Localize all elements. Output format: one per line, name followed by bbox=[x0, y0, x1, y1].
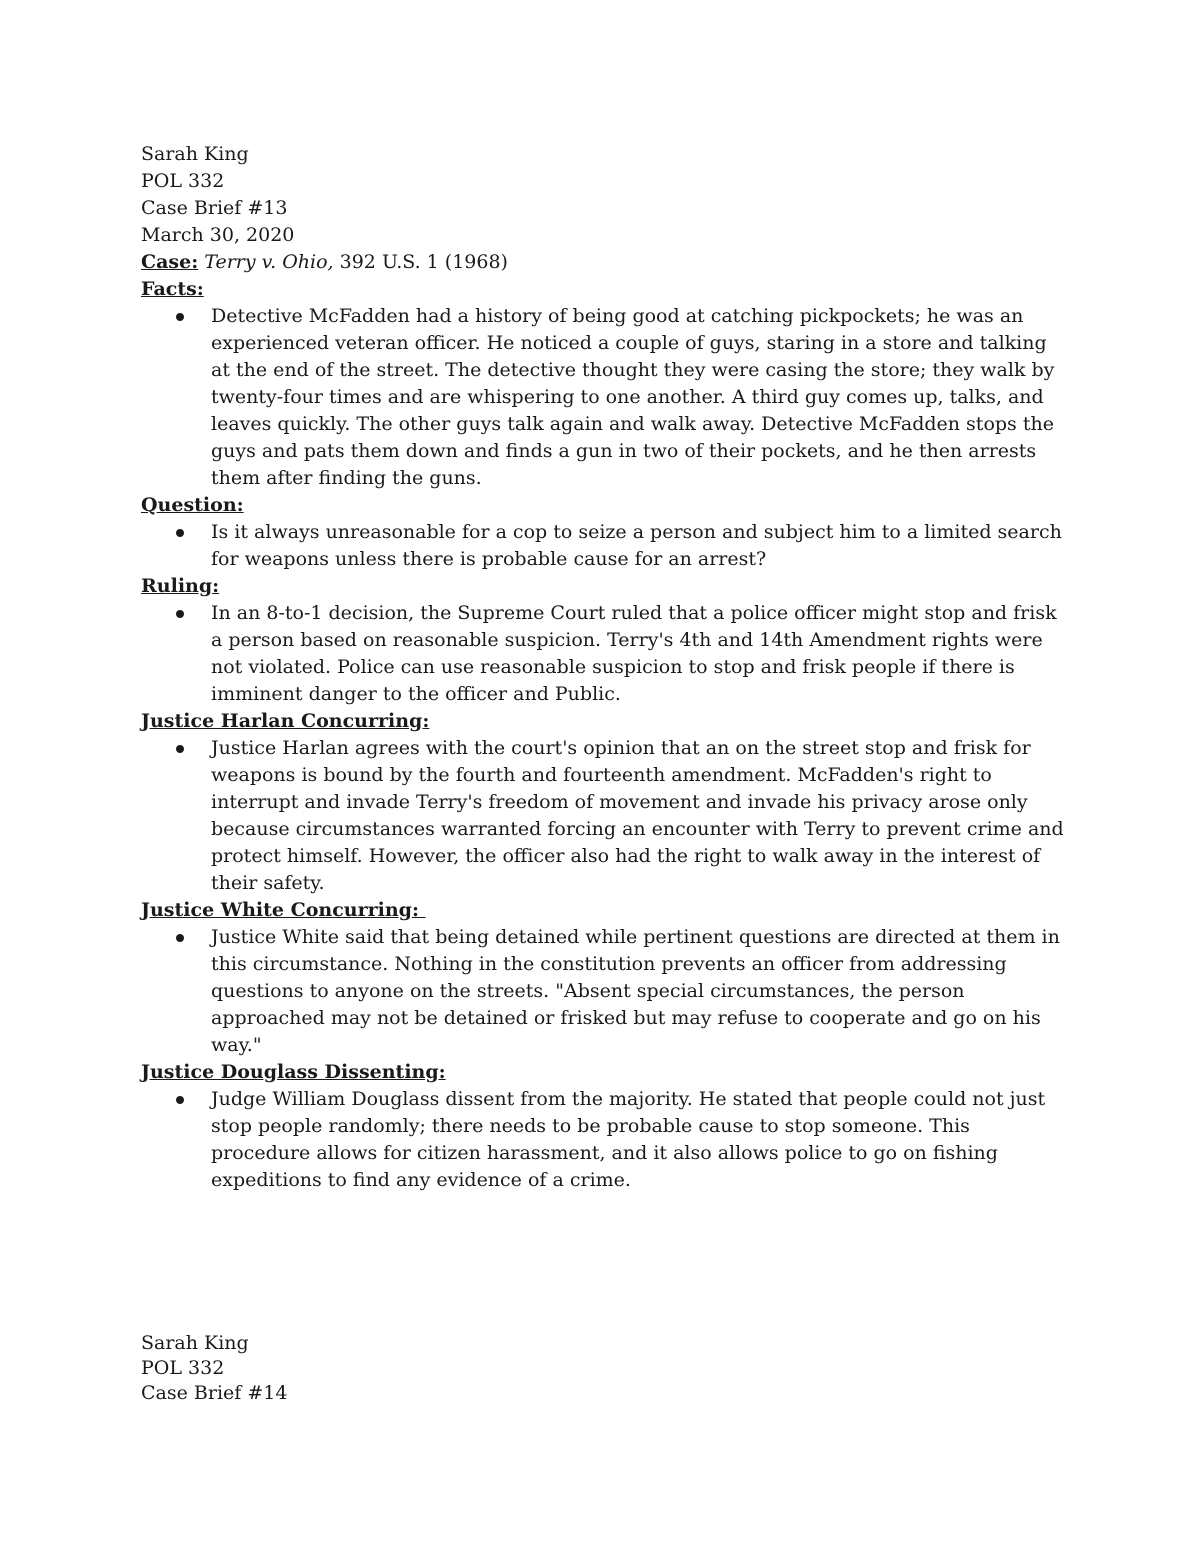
douglass-heading: Justice Douglass Dissenting: bbox=[141, 1061, 446, 1083]
white-list bbox=[141, 924, 1071, 1059]
brief-number: Case Brief #14 bbox=[141, 1382, 288, 1404]
case-brief-14-header bbox=[141, 1331, 287, 1406]
ruling-heading: Ruling: bbox=[141, 575, 220, 597]
course-code: POL 332 bbox=[141, 1357, 225, 1379]
white-text: Justice White said that being detained while pertinent questions are directed at them in this circumstance. Nothing in the constitution prevents an officer from addressing questions to anyone on the streets. "Absent special circumstances, the person approached may not be detained or frisked but may refuse to cooperate and go on his way." bbox=[211, 926, 1060, 1056]
case-citation: 392 U.S. 1 (1968) bbox=[333, 251, 508, 273]
harlan-item bbox=[141, 735, 1071, 897]
brief-number: Case Brief #13 bbox=[141, 197, 288, 219]
facts-list bbox=[141, 303, 1071, 492]
bullet-icon bbox=[176, 1096, 184, 1104]
douglass-item bbox=[141, 1086, 1071, 1194]
question-heading: Question: bbox=[141, 494, 244, 516]
facts-heading: Facts: bbox=[141, 278, 204, 300]
ruling-item bbox=[141, 600, 1071, 708]
question-list bbox=[141, 519, 1071, 573]
ruling-list bbox=[141, 600, 1071, 708]
case-label: Case: bbox=[141, 251, 199, 273]
bullet-icon bbox=[176, 529, 184, 537]
author-name: Sarah King bbox=[141, 1332, 249, 1354]
question-item bbox=[141, 519, 1071, 573]
bullet-icon bbox=[176, 934, 184, 942]
facts-item bbox=[141, 303, 1071, 492]
case-brief-13 bbox=[141, 141, 1071, 1194]
case-name: Terry v. Ohio, bbox=[204, 251, 334, 273]
harlan-text: Justice Harlan agrees with the court's opinion that an on the street stop and frisk for weapons is bound by the fourth and fourteenth amendment. McFadden's right to interrupt and invade Terry's freedom of movement and invade his privacy arose only because circumstances warranted forcing an encounter with Terry to prevent crime and protect himself. However, the officer also had the right to walk away in the interest of their safety. bbox=[211, 737, 1064, 894]
facts-text: Detective McFadden had a history of being good at catching pickpockets; he was an experienced veteran officer. He noticed a couple of guys, staring in a store and talking at the end of the street. The detective thought they were casing the store; they walk by twenty-four times and are whispering to one another. A third guy comes up, talks, and leaves quickly. The other guys talk again and walk away. Detective McFadden stops the guys and pats them down and finds a gun in two of their pockets, and he then arrests them after finding the guns. bbox=[211, 305, 1055, 489]
harlan-list bbox=[141, 735, 1071, 897]
brief-date: March 30, 2020 bbox=[141, 224, 295, 246]
bullet-icon bbox=[176, 745, 184, 753]
bullet-icon bbox=[176, 313, 184, 321]
ruling-text: In an 8-to-1 decision, the Supreme Court ruled that a police officer might stop and frisk a person based on reasonable suspicion. Terry's 4th and 14th Amendment rights were not violated. Police can use reasonable suspicion to stop and frisk people if there is imminent danger to the officer and Public. bbox=[211, 602, 1057, 705]
white-item bbox=[141, 924, 1071, 1059]
case-line bbox=[141, 249, 1071, 276]
harlan-heading: Justice Harlan Concurring: bbox=[141, 710, 430, 732]
bullet-icon bbox=[176, 610, 184, 618]
douglass-text: Judge William Douglass dissent from the majority. He stated that people could not just stop people randomly; there needs to be probable cause to stop someone. This procedure allows for citizen harassment, and it also allows police to go on fishing expeditions to find any evidence of a crime. bbox=[211, 1088, 1046, 1191]
douglass-list bbox=[141, 1086, 1071, 1194]
white-heading: Justice White Concurring: bbox=[141, 899, 426, 921]
author-name: Sarah King bbox=[141, 143, 249, 165]
course-code: POL 332 bbox=[141, 170, 225, 192]
question-text: Is it always unreasonable for a cop to seize a person and subject him to a limited search for weapons unless there is probable cause for an arrest? bbox=[211, 521, 1062, 570]
